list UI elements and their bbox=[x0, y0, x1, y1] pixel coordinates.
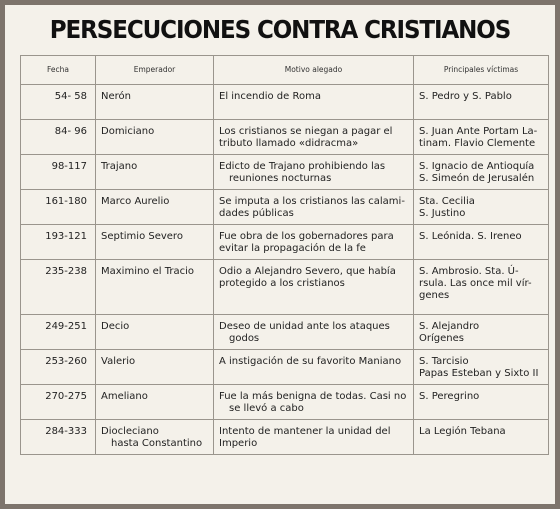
cell-motivo bbox=[214, 190, 414, 225]
table-row bbox=[21, 225, 549, 260]
emperador-line: Decio bbox=[101, 321, 130, 332]
victimas-line: S. Alejandro bbox=[419, 321, 480, 332]
motivo-line: Deseo de unidad ante los ataques bbox=[219, 321, 390, 332]
cell-fecha: 84- 96 bbox=[21, 120, 96, 155]
cell-victimas bbox=[414, 385, 549, 420]
cell-victimas bbox=[414, 155, 549, 190]
victimas-line: S. Simeón de Jerusalén bbox=[419, 173, 535, 184]
emperador-line: Septimio Severo bbox=[101, 231, 183, 242]
victimas-line: S. Justino bbox=[419, 208, 466, 219]
cell-victimas bbox=[414, 120, 549, 155]
emperador-line: Domiciano bbox=[101, 126, 155, 137]
cell-emperador bbox=[96, 315, 214, 350]
cell-fecha: 253-260 bbox=[21, 350, 96, 385]
motivo-line: Se imputa a los cristianos las calami- bbox=[219, 196, 405, 207]
motivo-line: se llevó a cabo bbox=[229, 403, 304, 414]
motivo-line: protegido a los cristianos bbox=[219, 278, 345, 289]
victimas-line: tinam. Flavio Clemente bbox=[419, 138, 536, 149]
victimas-line: S. Juan Ante Portam La- bbox=[419, 126, 538, 137]
motivo-line: Odio a Alejandro Severo, que había bbox=[219, 266, 396, 277]
header-row bbox=[21, 56, 549, 85]
table-row bbox=[21, 420, 549, 455]
cell-emperador bbox=[96, 260, 214, 315]
cell-emperador bbox=[96, 350, 214, 385]
motivo-line: reuniones nocturnas bbox=[229, 173, 332, 184]
header-victimas: Principales víctimas bbox=[414, 56, 549, 85]
motivo-line: Edicto de Trajano prohibiendo las bbox=[219, 161, 386, 172]
motivo-line: Fue la más benigna de todas. Casi no bbox=[219, 391, 407, 402]
motivo-line: tributo llamado «didracma» bbox=[219, 138, 359, 149]
victimas-line: S. Ambrosio. Sta. Ú- bbox=[419, 266, 519, 277]
motivo-line: El incendio de Roma bbox=[219, 91, 321, 102]
cell-victimas bbox=[414, 225, 549, 260]
table-body bbox=[21, 85, 549, 455]
header-fecha: Fecha bbox=[21, 56, 96, 85]
cell-motivo bbox=[214, 120, 414, 155]
motivo-line: Fue obra de los gobernadores para bbox=[219, 231, 394, 242]
cell-victimas bbox=[414, 350, 549, 385]
victimas-line: rsula. Las once mil vír- bbox=[419, 278, 532, 289]
motivo-line: A instigación de su favorito Maniano bbox=[219, 356, 402, 367]
victimas-line: S. Tarcisio bbox=[419, 356, 469, 367]
emperador-line: Ameliano bbox=[101, 391, 148, 402]
victimas-line: La Legión Tebana bbox=[419, 426, 506, 437]
table-row bbox=[21, 190, 549, 225]
cell-fecha: 270-275 bbox=[21, 385, 96, 420]
cell-victimas bbox=[414, 190, 549, 225]
cell-motivo bbox=[214, 420, 414, 455]
table-row bbox=[21, 260, 549, 315]
cell-fecha: 98-117 bbox=[21, 155, 96, 190]
emperador-line: Marco Aurelio bbox=[101, 196, 170, 207]
victimas-line: S. Peregrino bbox=[419, 391, 480, 402]
cell-fecha: 54- 58 bbox=[21, 85, 96, 120]
cell-fecha: 235-238 bbox=[21, 260, 96, 315]
emperador-line: Nerón bbox=[101, 91, 131, 102]
victimas-line: S. Leónida. S. Ireneo bbox=[419, 231, 522, 242]
motivo-line: evitar la propagación de la fe bbox=[219, 243, 366, 254]
cell-victimas bbox=[414, 315, 549, 350]
cell-emperador bbox=[96, 190, 214, 225]
table-row bbox=[21, 120, 549, 155]
victimas-line: genes bbox=[419, 290, 450, 301]
table-row bbox=[21, 315, 549, 350]
motivo-line: Intento de mantener la unidad del bbox=[219, 426, 391, 437]
table-row bbox=[21, 350, 549, 385]
motivo-line: godos bbox=[229, 333, 260, 344]
cell-victimas bbox=[414, 420, 549, 455]
page-title: PERSECUCIONES CONTRA CRISTIANOS bbox=[49, 15, 511, 44]
table-row bbox=[21, 385, 549, 420]
cell-victimas bbox=[414, 260, 549, 315]
emperador-line: hasta Constantino bbox=[111, 438, 203, 449]
cell-motivo bbox=[214, 260, 414, 315]
persecutions-table bbox=[20, 55, 549, 455]
cell-motivo bbox=[214, 385, 414, 420]
cell-emperador bbox=[96, 155, 214, 190]
motivo-line: Los cristianos se niegan a pagar el bbox=[219, 126, 393, 137]
cell-fecha: 193-121 bbox=[21, 225, 96, 260]
cell-motivo bbox=[214, 350, 414, 385]
page bbox=[5, 5, 555, 504]
cell-fecha: 249-251 bbox=[21, 315, 96, 350]
motivo-line: Imperio bbox=[219, 438, 258, 449]
victimas-line: Orígenes bbox=[419, 333, 464, 344]
emperador-line: Valerio bbox=[101, 356, 136, 367]
cell-emperador bbox=[96, 225, 214, 260]
motivo-line: dades públicas bbox=[219, 208, 294, 219]
table-row bbox=[21, 155, 549, 190]
victimas-line: Papas Esteban y Sixto II bbox=[419, 368, 539, 379]
victimas-line: Sta. Cecilia bbox=[419, 196, 475, 207]
cell-motivo bbox=[214, 315, 414, 350]
emperador-line: Maximino el Tracio bbox=[101, 266, 194, 277]
header-motivo: Motivo alegado bbox=[214, 56, 414, 85]
cell-fecha: 284-333 bbox=[21, 420, 96, 455]
cell-emperador bbox=[96, 85, 214, 120]
header-emperador: Emperador bbox=[96, 56, 214, 85]
cell-motivo bbox=[214, 155, 414, 190]
cell-emperador bbox=[96, 420, 214, 455]
cell-victimas bbox=[414, 85, 549, 120]
cell-emperador bbox=[96, 385, 214, 420]
emperador-line: Diocleciano bbox=[101, 426, 159, 437]
cell-motivo bbox=[214, 85, 414, 120]
cell-fecha: 161-180 bbox=[21, 190, 96, 225]
table-row bbox=[21, 85, 549, 120]
victimas-line: S. Ignacio de Antioquía bbox=[419, 161, 535, 172]
emperador-line: Trajano bbox=[101, 161, 138, 172]
victimas-line: S. Pedro y S. Pablo bbox=[419, 91, 512, 102]
cell-emperador bbox=[96, 120, 214, 155]
cell-motivo bbox=[214, 225, 414, 260]
